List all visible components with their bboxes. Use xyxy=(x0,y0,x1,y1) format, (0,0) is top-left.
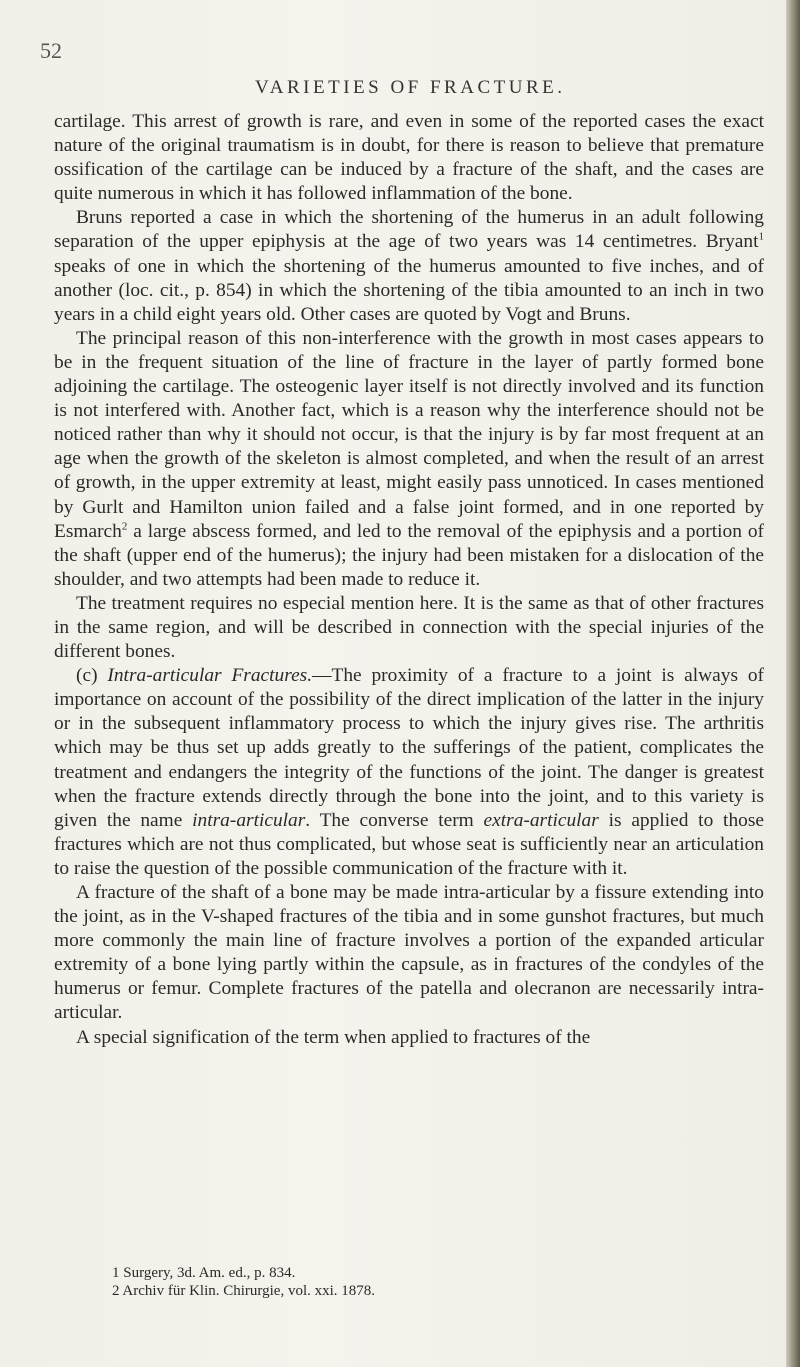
page-number: 52 xyxy=(40,38,62,63)
term: intra-articular xyxy=(192,809,306,831)
text-run: —The proximity of a fracture to a joint is always of importance on account of the possibility of the direct implication of the latter in the injury or in the subsequent inflammatory process to which the injury gives rise. The arthritis which may be thus set up adds greatly to the sufferings of the patient, complicates the treatment and endangers the integrity of the functions of the joint. The danger is greatest when the fracture extends directly through the bone into the joint, and to this variety is given the name xyxy=(54,665,765,831)
footnotes xyxy=(54,1264,764,1300)
paragraph: cartilage. This arrest of growth is rare, and even in some of the reported cases the exact nature of the original traumatism is in doubt, for there is reason to believe that premature ossification of the cartilage can be induced by a fracture of the shaft, and the cases are quite numerous in which it has followed inflammation of the bone. xyxy=(54,111,764,205)
paragraph xyxy=(54,206,764,326)
paragraph: A fracture of the shaft of a bone may be made intra-articular by a fissure extending into the joint, as in the V-shaped fractures of the tibia and in some gunshot fractures, but much more commonly the main line of fracture involves a portion of the expanded articular extremity of a bone lying partly within the capsule, as in fractures of the condyles of the humerus or femur. Complete fractures of the patella and olecranon are necessarily intra-articular. xyxy=(54,882,764,1024)
paragraph: The treatment requires no especial mention here. It is the same as that of other fractures in the same region, and will be described in connection with the special injuries of the different bones. xyxy=(54,592,764,663)
running-head: VARIETIES OF FRACTURE. xyxy=(255,77,566,98)
paragraph xyxy=(54,327,764,592)
text-run: . The converse term xyxy=(305,809,484,831)
section-heading: Intra-articular Fractures. xyxy=(107,665,313,687)
paragraph xyxy=(54,664,764,881)
body-text xyxy=(54,110,764,1050)
footnote: 1 Surgery, 3d. Am. ed., p. 834. xyxy=(112,1265,296,1281)
text-run: Bruns reported a case in which the shortening of the humerus in an adult following separation of the upper epiphysis at the age of two years was 14 centimetres. Bryant xyxy=(54,207,764,253)
footnote: 2 Archiv für Klin. Chirurgie, vol. xxi. 1878. xyxy=(112,1283,376,1299)
text-run: a large abscess formed, and led to the removal of the epiphysis and a portion of the shaft (upper end of the humerus); the injury had been mistaken for a dislocation of the shoulder, and two attempts had been made to reduce it. xyxy=(54,520,764,590)
page-binding-edge xyxy=(786,0,800,1367)
text-run: The principal reason of this non-interference with the growth in most cases appears to be in the frequent situation of the line of fracture in the layer of partly formed bone adjoining the cartilage. The osteogenic layer itself is not directly involved and its function is not interfered with. Another fact, which is a reason why the interference should not be noticed rather than why it should not occur, is that the injury is by far most frequent at an age when the growth of the skeleton is almost completed, and when the result of an arrest of growth, in the upper extremity at least, might easily pass unnoticed. In cases mentioned by Gurlt and Hamilton union failed and a false joint formed, and in one reported by Esmarch xyxy=(54,327,764,542)
text-run: is applied to those fractures which are not thus complicated, but whose seat is sufficiently near an articulation to raise the question of the possible communication of the fracture with it. xyxy=(54,809,764,879)
footnote-ref: 1 xyxy=(758,231,764,243)
text-run: (c) xyxy=(76,665,108,687)
footnote-ref: 2 xyxy=(121,520,128,533)
text-run: speaks of one in which the shortening of the humerus amounted to five inches, and of another (loc. cit., p. 854) in which the shortening of the tibia amounted to an inch in two years in a child eight years old. Other cases are quoted by Vogt and Bruns. xyxy=(54,255,764,325)
paragraph: A special signification of the term when applied to fractures of the xyxy=(76,1026,591,1048)
term: extra-articular xyxy=(483,809,599,831)
